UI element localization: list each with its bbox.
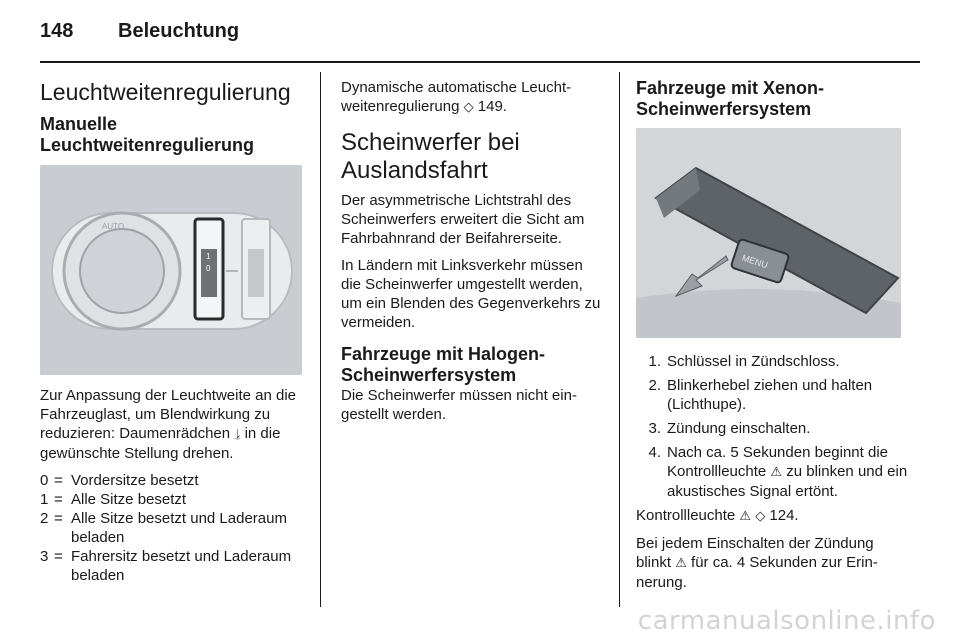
column-2 <box>341 78 603 432</box>
warning-lamp-icon: ⚠ <box>739 509 752 524</box>
wheel-label-1: 1 <box>206 252 211 261</box>
intro-paragraph: Zur Anpassung der Leuchtweite an die Fahrzeuglast, um Blendwirkung zu reduzieren: Daumenrädchen ⥕ in die gewünschte Stellung drehen. <box>40 387 297 462</box>
column-3-body <box>636 352 908 600</box>
asymmetric-beam-paragraph: Der asymmetrische Lichtstrahl des Scheinwerfers erweitert die Sicht am Fahrbahnrand der Beifahrerseite. <box>341 192 585 247</box>
watermark: carmanualsonline.info <box>637 606 936 636</box>
column-1-body <box>40 386 306 585</box>
halogen-paragraph: Die Scheinwerfer müssen nicht ein-gestellt werden. <box>341 387 577 423</box>
headlight-range-icon: ⥕ <box>234 427 241 442</box>
xenon-subheading: Fahrzeuge mit Xenon-Scheinwerfersystem <box>636 78 825 119</box>
light-switch-illustration <box>40 165 302 375</box>
legend-item: 2 = Alle Sitze besetzt und Laderaum beladen <box>40 510 287 546</box>
dynamic-leveling-paragraph: Dynamische automatische Leucht-weitenregulierung ◇ 149. <box>341 79 572 115</box>
column-divider-2 <box>619 72 620 607</box>
column-3 <box>636 78 906 120</box>
wheel-label-0: 0 <box>206 264 211 273</box>
header-rule <box>40 61 920 63</box>
auto-label: AUTO <box>102 222 125 231</box>
step-item: 3. Zündung einschalten. <box>648 420 811 437</box>
warning-lamp-icon: ⚠ <box>675 556 687 571</box>
lamp-reference-paragraph: Kontrollleuchte ⚠ ◇ 124. <box>636 507 799 524</box>
legend-item: 1 = Alle Sitze besetzt <box>40 491 187 508</box>
left-traffic-paragraph: In Ländern mit Linksverkehr müssen die Scheinwerfer umgestellt werden, um ein Blenden des Gegenverkehrs zu vermeiden. <box>341 257 601 331</box>
subheading: Manuelle Leuchtweitenregulierung <box>40 114 255 155</box>
light-switch-figure <box>40 165 302 375</box>
running-title: Beleuchtung <box>118 20 240 42</box>
procedure-steps <box>636 352 908 501</box>
legend-item: 3 = Fahrersitz besetzt und Laderaum beladen <box>40 548 292 584</box>
legend-list <box>40 471 306 585</box>
legend-item: 0 = Vordersitze besetzt <box>40 472 199 489</box>
page-reference-icon: ◇ <box>755 509 766 524</box>
column-1 <box>40 78 310 156</box>
column-divider-1 <box>320 72 321 607</box>
turn-signal-lever-figure <box>636 128 901 338</box>
warning-lamp-icon: ⚠ <box>770 465 783 480</box>
step-item: 4. Nach ca. 5 Sekunden beginnt die Kontrollleuchte ⚠ zu blinken und ein akustisches Signal ertönt. <box>648 444 908 500</box>
page-reference-icon: ◇ <box>463 100 474 115</box>
section-heading-abroad: Scheinwerfer bei Auslandsfahrt <box>341 129 520 184</box>
menu-label: MENU <box>740 252 770 271</box>
section-heading: Leuchtweitenregulierung <box>40 79 291 105</box>
reminder-paragraph: Bei jedem Einschalten der Zündung blinkt ⚠ für ca. 4 Sekunden zur Erin-nerung. <box>636 535 878 591</box>
turn-signal-lever-illustration <box>636 128 901 338</box>
halogen-subheading: Fahrzeuge mit Halogen-Scheinwerfersystem <box>341 344 546 385</box>
step-item: 2. Blinkerhebel ziehen und halten (Lichthupe). <box>648 377 873 413</box>
page-number: 148 <box>40 20 74 42</box>
step-item: 1. Schlüssel in Zündschloss. <box>648 353 840 370</box>
